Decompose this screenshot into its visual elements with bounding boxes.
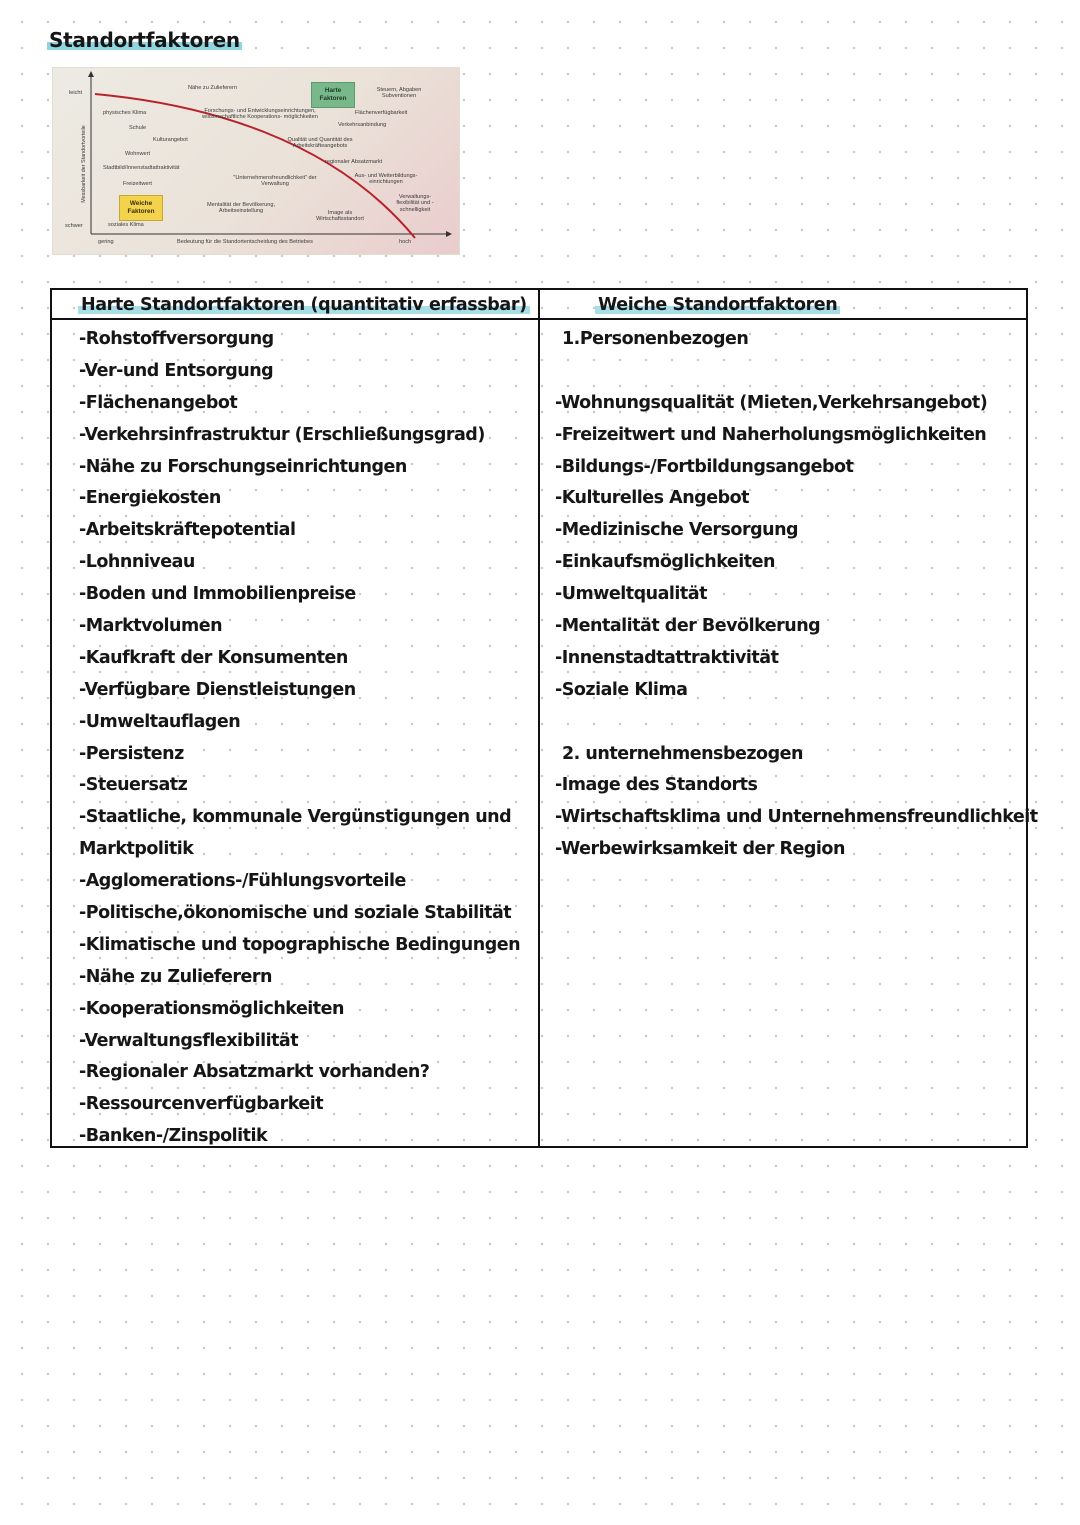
- list-item: -Boden und Immobilienpreise: [79, 584, 356, 605]
- y-axis-bottom-label: schwer: [65, 223, 83, 229]
- label-steuern: Steuern, Abgaben Subventionen: [376, 87, 422, 100]
- list-item: -Bildungs-/Fortbildungsangebot: [555, 456, 854, 477]
- list-item: -Soziale Klima: [555, 679, 688, 700]
- label-wohnwert: Wohnwert: [125, 151, 151, 157]
- list-item: -Nähe zu Zulieferern: [79, 966, 272, 987]
- hard-factors-box: Harte Faktoren: [311, 82, 355, 108]
- list-item: -Flächenangebot: [79, 392, 238, 413]
- x-axis-right-label: hoch: [399, 239, 412, 245]
- list-gap: [555, 356, 1038, 388]
- list-item: -Kooperationsmöglichkeiten: [79, 998, 345, 1019]
- list-item: -Innenstadtattraktivität: [555, 647, 779, 668]
- label-forschung: Forschungs- und Entwicklungseinrichtungen, wissenschaftliche Kooperations- möglichkeiten: [202, 108, 318, 121]
- label-schule: Schule: [129, 125, 147, 131]
- list-item: -Mentalität der Bevölkerung: [555, 616, 821, 637]
- list-item: -Regionaler Absatzmarkt vorhanden?: [79, 1062, 430, 1083]
- label-unternehmen: "Unternehmensfreundlichkeit" der Verwaltung: [233, 175, 317, 188]
- soft-factors-box: Weiche Faktoren: [119, 195, 163, 221]
- list-item: -Umweltqualität: [555, 584, 707, 605]
- label-kultur: Kulturangebot: [153, 137, 188, 143]
- list-item: -Nähe zu Forschungseinrichtungen: [79, 456, 407, 477]
- list-item: -Kulturelles Angebot: [555, 488, 749, 509]
- y-axis-top-label: leicht: [69, 90, 83, 96]
- label-aus: Aus- und Weiterbildungs- einrichtungen: [354, 173, 418, 186]
- label-image: Image als Wirtschaftsstandort: [316, 210, 364, 223]
- header-divider: [52, 318, 1026, 320]
- list-item: -Rohstoffversorgung: [79, 329, 274, 349]
- list-item: -Medizinische Versorgung: [555, 520, 799, 541]
- list-item: -Agglomerations-/Fühlungsvorteile: [79, 871, 406, 892]
- list-item: -Kaufkraft der Konsumenten: [79, 647, 348, 668]
- page-title: Standortfaktoren: [49, 28, 240, 52]
- list-item: -Image des Standorts: [555, 775, 758, 796]
- list-item: -Banken-/Zinspolitik: [79, 1126, 268, 1147]
- column-divider: [538, 290, 540, 1146]
- list-item: -Politische,ökonomische und soziale Stabilität: [79, 903, 512, 924]
- list-item: -Einkaufsmöglichkeiten: [555, 552, 775, 573]
- location-factors-diagram: [53, 68, 459, 254]
- list-item: -Marktvolumen: [79, 616, 223, 637]
- list-item: -Staatliche, kommunale Vergünstigungen und: [79, 807, 512, 828]
- list-item: -Arbeitskräftepotential: [79, 520, 296, 541]
- list-item: -Umweltauflagen: [79, 711, 241, 732]
- soft-factors-header: Weiche Standortfaktoren: [595, 295, 840, 315]
- list-item: -Persistenz: [79, 743, 184, 764]
- list-item: -Verwaltungsflexibilität: [79, 1030, 299, 1051]
- list-item: -Wohnungsqualität (Mieten,Verkehrsangebot): [555, 392, 988, 413]
- list-item: -Verfügbare Dienstleistungen: [79, 679, 356, 700]
- label-flaechen: Flächenverfügbarkeit: [355, 110, 408, 116]
- soft-factors-list: [555, 324, 1038, 866]
- list-item: -Lohnniveau: [79, 552, 195, 573]
- x-axis-left-label: gering: [98, 239, 114, 245]
- label-qualitaet: Qualität und Quantität des Arbeitskräfteangebots: [287, 137, 353, 150]
- y-axis-title: Messbarkeit der Standortvorteile: [81, 125, 87, 203]
- label-klima: physisches Klima: [103, 110, 147, 116]
- list-item: -Ver-und Entsorgung: [79, 360, 274, 381]
- list-item: -Verkehrsinfrastruktur (Erschließungsgrad): [79, 424, 485, 445]
- hard-factors-header: Harte Standortfaktoren (quantitativ erfassbar): [78, 295, 530, 315]
- label-absatz: regionaler Absatzmarkt: [325, 159, 383, 165]
- label-verwaltung: Verwaltungs- flexibilität und -schnelligkeit: [396, 194, 434, 213]
- factors-table: [50, 288, 1038, 1148]
- list-item: -Werbewirksamkeit der Region: [555, 839, 845, 860]
- list-item: -Energiekosten: [79, 488, 221, 509]
- label-stadtbild: Stadtbild/Innenstadtattraktivität: [103, 165, 180, 171]
- list-item: Marktpolitik: [79, 839, 194, 860]
- list-item: -Freizeitwert und Naherholungsmöglichkeiten: [555, 424, 987, 445]
- section-heading-unternehmensbezogen: 2. unternehmensbezogen: [562, 743, 803, 764]
- list-item: -Steuersatz: [79, 775, 188, 796]
- label-naehe: Nähe zu Zulieferern: [188, 85, 238, 91]
- label-sozial: soziales Klima: [108, 222, 144, 228]
- list-item: -Ressourcenverfügbarkeit: [79, 1094, 324, 1115]
- label-verkehr: Verkehrsanbindung: [338, 122, 387, 128]
- x-axis-title: Bedeutung für die Standortentscheidung des Betriebes: [177, 239, 313, 245]
- label-mentalitaet: Mentalität der Bevölkerung, Arbeitseinstellung: [206, 202, 276, 215]
- list-item: -Klimatische und topographische Bedingungen: [79, 934, 521, 955]
- section-heading-personenbezogen: 1.Personenbezogen: [562, 329, 749, 349]
- label-freizeit: Freizeitwert: [123, 181, 152, 187]
- list-gap: [555, 707, 1038, 739]
- list-item: -Wirtschaftsklima und Unternehmensfreundlichkeit: [555, 807, 1038, 828]
- hard-factors-list: [79, 324, 520, 1153]
